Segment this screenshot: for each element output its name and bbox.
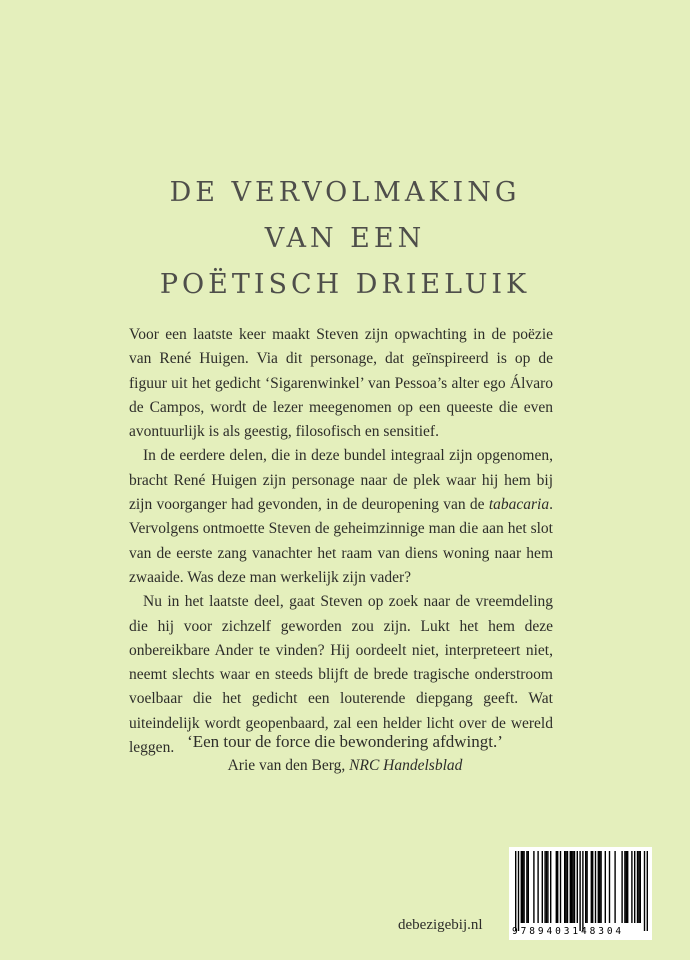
quote-source: NRC Handelsblad bbox=[349, 757, 463, 774]
barcode-bar bbox=[605, 851, 606, 923]
barcode-bar bbox=[598, 851, 599, 923]
book-title bbox=[0, 170, 690, 308]
barcode-bar bbox=[547, 851, 548, 923]
blurb-paragraph-3: Nu in het laatste deel, gaat Steven op zoek naar de vreemdeling die hij voor zichzelf geworden zou zijn. Lukt het hem deze onbereikbare Ander te vinden? Hij oordeelt niet, interpreteert niet, neemt slechts waar en steeds blijft de brede tragische onderstroom voelbaar die het gedicht een louterende diepgang geeft. Wat uiteindelijk wordt geopenbaard, zal een helder licht over de wereld leggen. bbox=[129, 593, 553, 757]
barcode-bar bbox=[523, 851, 524, 923]
barcode-bar bbox=[585, 851, 586, 923]
barcode-bar bbox=[631, 851, 632, 923]
isbn-barcode bbox=[509, 847, 652, 940]
title-line-1: DE VERVOLMAKING bbox=[169, 177, 521, 208]
barcode-bar bbox=[627, 851, 628, 923]
barcode-bar bbox=[570, 851, 571, 923]
barcode-bar bbox=[577, 851, 578, 923]
barcode-bar bbox=[626, 851, 627, 923]
barcode-bar bbox=[621, 851, 622, 923]
barcode-bar bbox=[637, 851, 638, 923]
quote-text: ‘Een tour de force die bewondering afdwingt.’ bbox=[187, 732, 503, 751]
barcode-bar bbox=[609, 851, 610, 923]
barcode-digits: 9789403148304 bbox=[512, 926, 625, 937]
barcode-bar bbox=[586, 851, 587, 923]
barcode-bar bbox=[526, 851, 527, 923]
title-line-3: POËTISCH DRIELUIK bbox=[159, 269, 531, 300]
barcode-bar bbox=[591, 851, 592, 923]
barcode-bar bbox=[556, 851, 557, 923]
quote-attribution bbox=[0, 754, 690, 778]
barcode-bar bbox=[582, 851, 583, 931]
barcode-bar bbox=[572, 851, 573, 923]
blurb-text bbox=[129, 323, 553, 760]
blurb-paragraph-2-start: In de eerdere delen, die in deze bundel integraal zijn opgenomen, bracht René Huigen zijn personage naar de plek waar hij hem bij zijn voorganger had gevonden, in de deuropening van de bbox=[129, 447, 553, 514]
barcode-bar bbox=[542, 851, 543, 923]
barcode-bar bbox=[634, 851, 635, 923]
blurb-paragraph-2 bbox=[129, 444, 553, 590]
tabacaria-italic: tabacaria bbox=[488, 496, 550, 514]
title-line-2: VAN EEN bbox=[264, 223, 426, 254]
barcode-bar bbox=[521, 851, 522, 923]
barcode-bar bbox=[560, 851, 561, 923]
barcode-bar bbox=[647, 851, 648, 931]
barcode-bar bbox=[638, 851, 639, 923]
barcode-bar bbox=[518, 851, 519, 931]
barcode-bar bbox=[565, 851, 566, 923]
barcode-bar bbox=[528, 851, 529, 923]
barcode-bar bbox=[574, 851, 575, 923]
blurb-paragraph-2-end: . Vervolgens ontmoette Steven de geheimzinnige man die aan het slot van de eerste zang vanachter het raam van diens woning naar hem zwaaide. Was deze man werkelijk zijn vader? bbox=[129, 496, 553, 586]
barcode-bar bbox=[599, 851, 600, 923]
barcode-bar bbox=[522, 851, 523, 923]
barcode-bar bbox=[571, 851, 572, 923]
barcode-bar bbox=[533, 851, 534, 923]
publisher-website: debezigebij.nl bbox=[398, 917, 483, 933]
barcode-bar bbox=[595, 851, 596, 923]
barcode-bar bbox=[579, 851, 580, 931]
barcode-bar bbox=[640, 851, 641, 923]
barcode-bar bbox=[567, 851, 568, 923]
blurb-paragraph-1: Voor een laatste keer maakt Steven zijn opwachting in de poëzie van René Huigen. Via dit personage, dat geïnspireerd is op de figuur uit het gedicht ‘Sigarenwinkel’ van Pessoa’s alter ego Álvaro de Campos, wordt de lezer meegenomen op een queeste die even avontuurlijk is als geestig, filosofisch en sensitief. bbox=[129, 326, 553, 441]
barcode-bar bbox=[600, 851, 601, 923]
barcode-bar bbox=[537, 851, 538, 923]
barcode-bar bbox=[557, 851, 558, 923]
quote-author: Arie van den Berg, bbox=[227, 757, 350, 774]
review-quote bbox=[0, 730, 690, 778]
barcode-bar bbox=[515, 851, 516, 931]
barcode-bar bbox=[544, 851, 545, 923]
barcode-bar bbox=[546, 851, 547, 923]
barcode-bar bbox=[614, 851, 615, 923]
barcode-bar bbox=[624, 851, 625, 923]
barcode-bar bbox=[564, 851, 565, 923]
barcode-bar bbox=[592, 851, 593, 923]
barcode-bar bbox=[550, 851, 551, 923]
barcode-bar bbox=[644, 851, 645, 931]
